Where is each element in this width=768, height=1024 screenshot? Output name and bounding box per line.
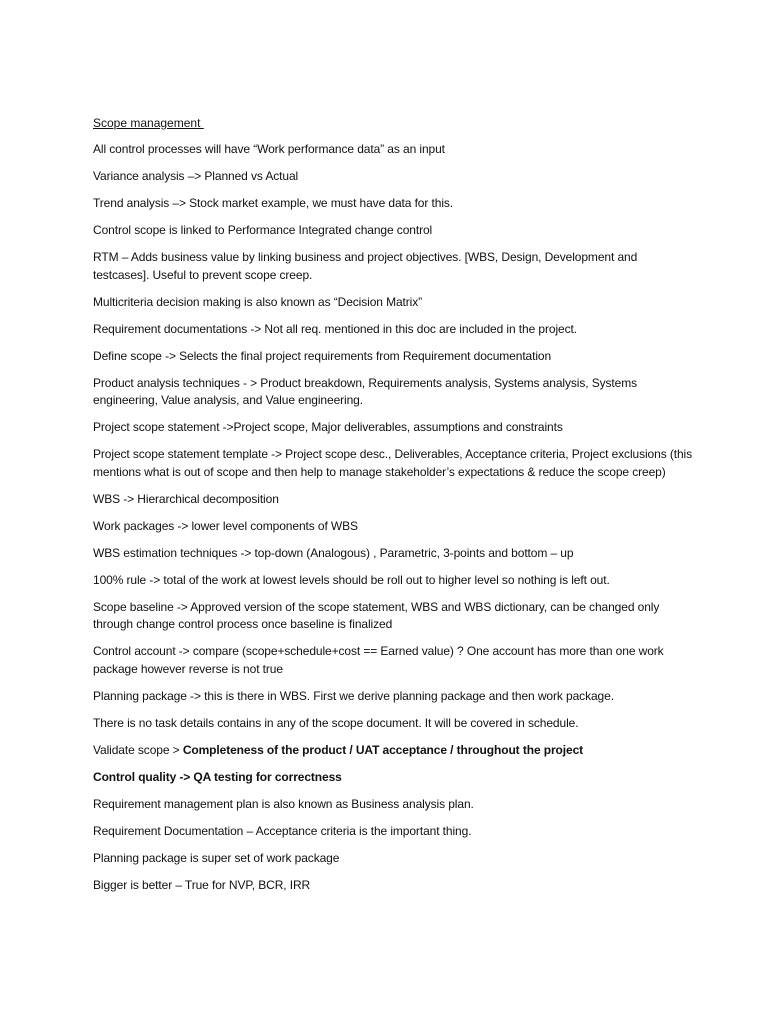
note-line: Project scope statement ->Project scope, Major deliverables, assumptions and constraints xyxy=(93,420,563,434)
note-line: Variance analysis –> Planned vs Actual xyxy=(93,169,299,183)
note-bold-text: Completeness of the product / UAT acceptance / throughout the project xyxy=(182,742,584,757)
page-title: Scope management xyxy=(93,116,204,130)
note-line: Scope baseline -> Approved version of the scope statement, WBS and WBS dictionary, can be changed only through change control process once baseline is finalized xyxy=(93,599,660,631)
note-line: RTM – Adds business value by linking business and project objectives. [WBS, Design, Development and testcases]. Useful to prevent scope creep. xyxy=(93,250,638,282)
note-line: There is no task details contains in any of the scope document. It will be covered in schedule. xyxy=(93,715,579,730)
note-line-mixed xyxy=(93,742,693,760)
note-line: Define scope -> Selects the final project requirements from Requirement documentation xyxy=(93,348,552,363)
note-line: Control account -> compare (scope+schedule+cost == Earned value) ? One account has more than one work package however reverse is not true xyxy=(93,644,664,676)
note-line: Planning package is super set of work package xyxy=(93,850,340,865)
note-line: WBS -> Hierarchical decomposition xyxy=(93,491,279,506)
note-line: All control processes will have “Work performance data” as an input xyxy=(93,142,445,156)
note-line-bold: Control quality -> QA testing for correctness xyxy=(93,769,342,784)
note-line: Requirement Documentation – Acceptance criteria is the important thing. xyxy=(93,823,472,838)
note-line: Bigger is better – True for NVP, BCR, IRR xyxy=(93,877,311,892)
note-line: Product analysis techniques - > Product breakdown, Requirements analysis, Systems analysis, Systems engineering, Value analysis, and Value engineering. xyxy=(93,375,638,407)
note-line: Planning package -> this is there in WBS. First we derive planning package and then work package. xyxy=(93,688,614,703)
note-line: Control scope is linked to Performance Integrated change control xyxy=(93,223,433,237)
note-line: 100% rule -> total of the work at lowest levels should be roll out to higher level so nothing is left out. xyxy=(93,572,610,587)
document-body xyxy=(93,115,693,904)
note-line: Work packages -> lower level components of WBS xyxy=(93,518,358,533)
note-line: Requirement management plan is also known as Business analysis plan. xyxy=(93,796,474,811)
note-line: Requirement documentations -> Not all req. mentioned in this doc are included in the project. xyxy=(93,321,577,336)
note-line: Project scope statement template -> Project scope desc., Deliverables, Acceptance criteria, Project exclusions (this mentions what is out of scope and then help to manage stakeholder’s expectations & reduce the scope creep) xyxy=(93,447,693,479)
note-line: Trend analysis –> Stock market example, we must have data for this. xyxy=(93,196,454,210)
note-lead-text: Validate scope > xyxy=(93,742,183,757)
note-line: Multicriteria decision making is also known as “Decision Matrix” xyxy=(93,294,423,309)
note-line: WBS estimation techniques -> top-down (Analogous) , Parametric, 3-points and bottom – up xyxy=(93,545,574,560)
